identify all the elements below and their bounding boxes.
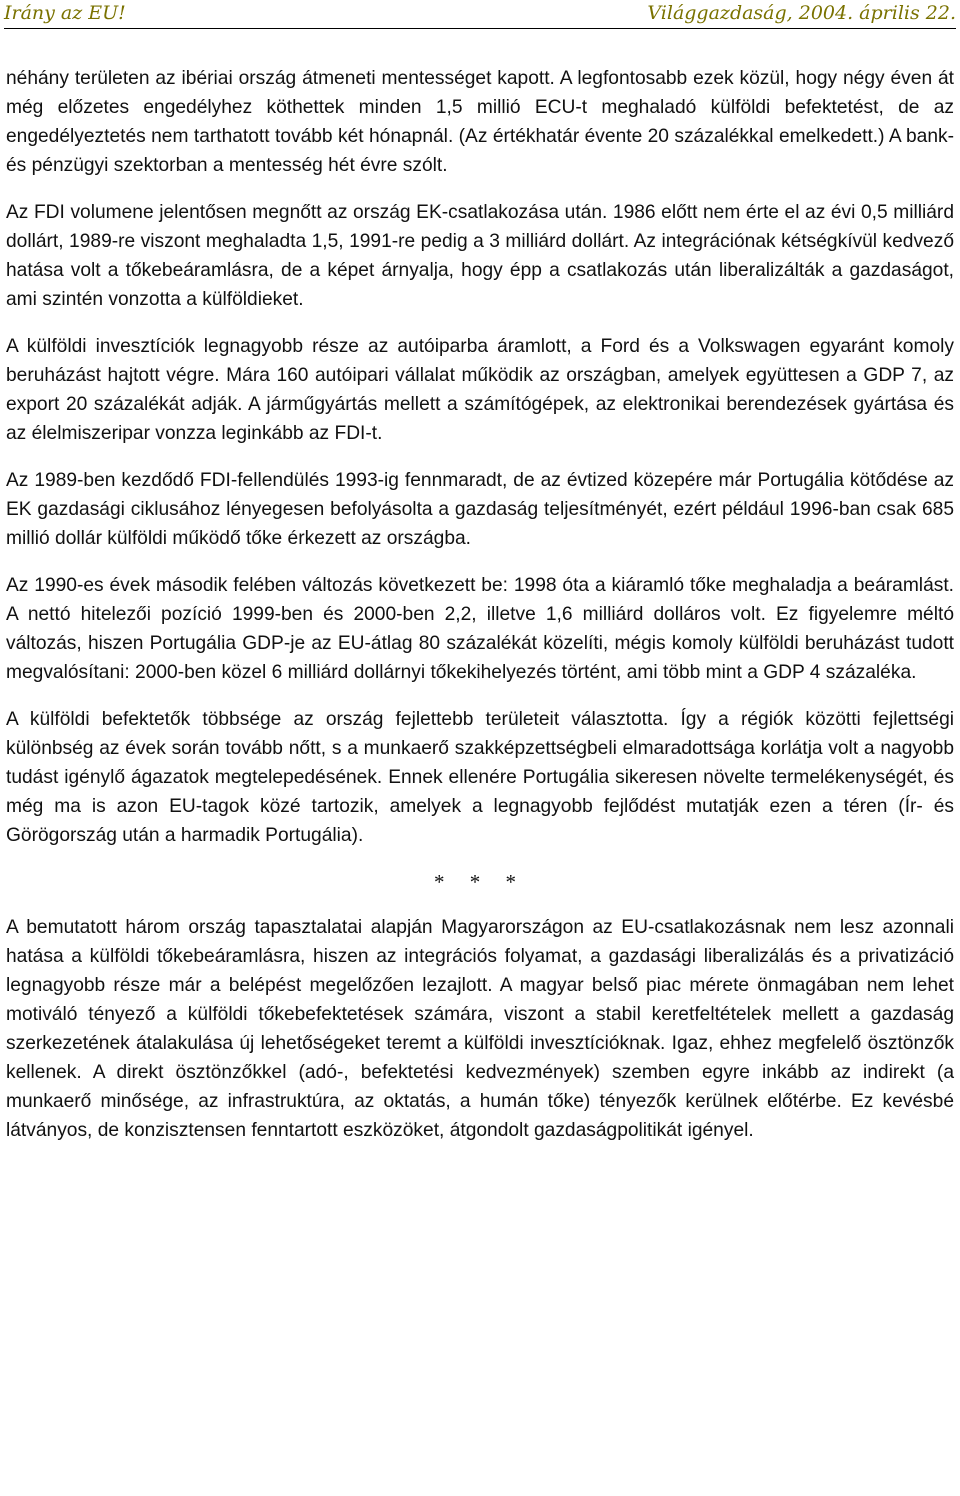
- section-separator: * * *: [434, 870, 526, 894]
- paragraph: Az FDI volumene jelentősen megnőtt az ország EK-csatlakozása után. 1986 előtt nem érte el az évi 0,5 milliárd dollárt, 1989-re viszont meghaladta 1,5, 1991-re pedig a 3 milliárd dollárt. Az integrációnak kétségkívül kedvező hatása volt a tőkebeáramlásra, de a képet árnyalja, hogy épp a csatlakozás után liberalizálták a gazdaságot, ami szintén vonzotta a külföldieket.: [6, 202, 954, 310]
- article-body: [6, 64, 954, 1163]
- header-source-date: Világgazdaság, 2004. április 22.: [647, 2, 956, 24]
- header-series-title: Irány az EU!: [4, 2, 126, 24]
- paragraph: A külföldi invesztíciók legnagyobb része az autóiparba áramlott, a Ford és a Volkswagen egyaránt komoly beruházást hajtott végre. Mára 160 autóipari vállalat működik az országban, amelyek együttesen a GDP 7, az export 20 százalékát adják. A járműgyártás mellett a számítógépek, az elektronikai berendezések gyártása és az élelmiszeripar vonzza leginkább az FDI-t.: [6, 336, 954, 444]
- closing-paragraph: A bemutatott három ország tapasztalatai alapján Magyarországon az EU-csatlakozásnak nem lesz azonnali hatása a külföldi tőkebeáramlásra, hiszen az integrációs folyamat, a gazdasági liberalizálás és a privatizáció legnagyobb része már a belépést megelőzően lezajlott. A magyar belső piac mérete önmagában nem lehet motiváló tényező a külföldi tőkebefektetések számára, viszont a stabil keretfeltételek mellett a gazdaság szerkezetének átalakulása új lehetőségeket teremt a külföldi invesztícióknak. Igaz, ehhez megfelelő ösztönzők kellenek. A direkt ösztönzőkkel (adó-, befektetési kedvezmények) szemben egyre inkább az indirekt (a munkaerő minősége, az infrastruktúra, az oktatás, a humán tőke) tényezők kerülnek előtérbe. Ez kevésbé látványos, de konzisztensen fenntartott eszközöket, átgondolt gazdaságpolitikát igényel.: [6, 917, 954, 1141]
- running-header: [4, 2, 956, 29]
- paragraph: néhány területen az ibériai ország átmeneti mentességet kapott. A legfontosabb ezek közül, hogy négy éven át még előzetes engedélyhez köthettek minden 1,5 millió ECU-t meghaladó külföldi befektetést, de az engedélyeztetés nem tarthatott tovább két hónapnál. (Az értékhatár évente 20 százalékkal emelkedett.) A bank- és pénzügyi szektorban a mentesség hét évre szólt.: [6, 68, 954, 176]
- paragraph: Az 1990-es évek második felében változás következett be: 1998 óta a kiáramló tőke meghaladja a beáramlást. A nettó hitelezői pozíció 1999-ben és 2000-ben 2,2, illetve 1,6 milliárd dolláros volt. Ez figyelemre méltó változás, hiszen Portugália GDP-je az EU-átlag 80 százalékát közelíti, mégis komoly külföldi beruházást tudott megvalósítani: 2000-ben közel 6 milliárd dollárnyi tőkekihelyezés történt, ami több mint a GDP 4 százaléka.: [6, 575, 954, 683]
- paragraph: A külföldi befektetők többsége az ország fejlettebb területeit választotta. Így a régiók közötti fejlettségi különbség az évek során tovább nőtt, s a munkaerő szakképzettségbeli elmaradottsága korlátja volt a nagyobb tudást igénylő ágazatok megtelepedésének. Ennek ellenére Portugália sikeresen növelte termelékenységét, és még ma is azon EU-tagok közé tartozik, amelyek a legnagyobb fejlődést mutatják ezen a téren (Ír- és Görögország után a harmadik Portugália).: [6, 709, 954, 846]
- paragraph: Az 1989-ben kezdődő FDI-fellendülés 1993-ig fennmaradt, de az évtized közepére már Portugália kötődése az EK gazdasági ciklusához lényegesen befolyásolta a gazdaság teljesítményét, ezért például 1996-ban csak 685 millió dollár külföldi működő tőke érkezett az országba.: [6, 470, 954, 549]
